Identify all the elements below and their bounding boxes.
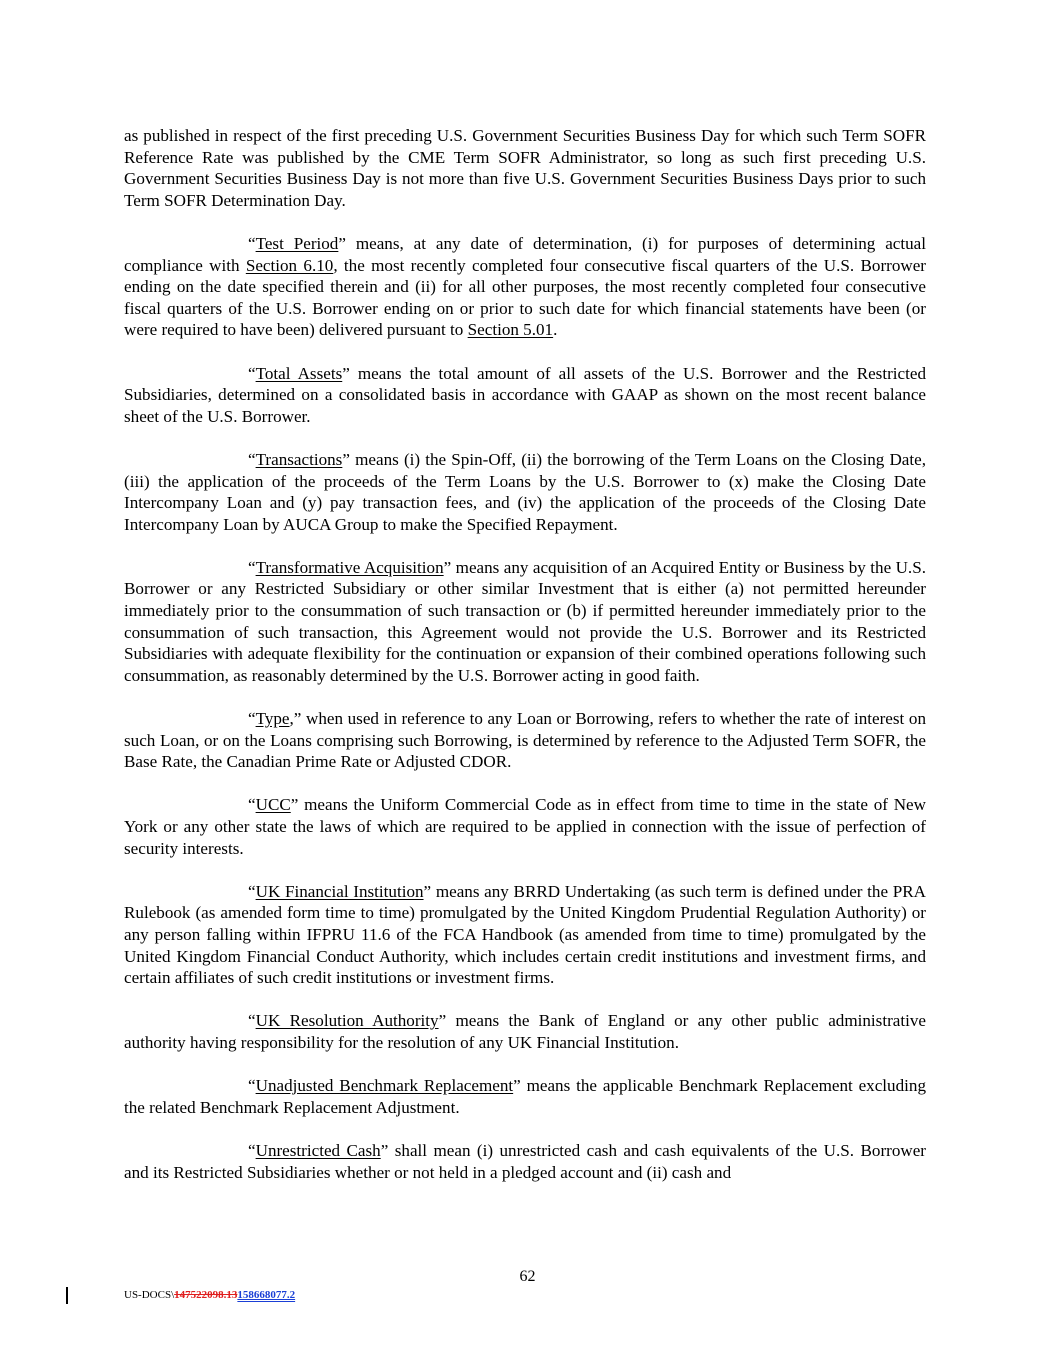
definition-test-period: “Test Period” means, at any date of determination, (i) for purposes of determining actual compliance with Section 6.10, the most recently completed four consecutive fiscal quarters of the U.S. Borrower ending on the date specified therein and (ii) for all other purposes, the most recently completed four consecutive fiscal quarters of the U.S. Borrower ending on or prior to such date for which financial statements have been (or were required to have been) delivered pursuant to Section 5.01. — [124, 233, 926, 340]
defined-term: Test Period — [255, 233, 339, 253]
defined-term: Type — [255, 709, 290, 729]
doc-id-prefix: US-DOCS\ — [124, 1289, 175, 1301]
defined-term: Unrestricted Cash — [255, 1140, 381, 1160]
defined-term: UK Resolution Authority — [255, 1011, 439, 1031]
defined-term: Total Assets — [255, 363, 343, 383]
definition-total-assets: “Total Assets” means the total amount of all assets of the U.S. Borrower and the Restricted Subsidiaries, determined on a consolidated basis in accordance with GAAP as shown on the most recent balance sheet of the U.S. Borrower. — [124, 363, 926, 426]
definition-type: “Type,” when used in reference to any Loan or Borrowing, refers to whether the rate of interest on such Loan, or on the Loans comprising such Borrowing, is determined by reference to the Adjusted Term SOFR, the Base Rate, the Canadian Prime Rate or Adjusted CDOR. — [124, 709, 926, 772]
defined-term: UCC — [255, 795, 291, 815]
page-body — [124, 125, 926, 1205]
definition-transformative-acquisition: “Transformative Acquisition” means any acquisition of an Acquired Entity or Business by the U.S. Borrower or any Restricted Subsidiary or other similar Investment that is either (a) not permitted hereunder immediately prior to the consummation of such transaction or (b) if permitted hereunder immediately prior to the consummation of such transaction, this Agreement would not provide the U.S. Borrower and its Restricted Subsidiaries with adequate flexibility for the continuation or expansion of their combined operations following such consummation, as reasonably determined by the U.S. Borrower acting in good faith. — [124, 557, 926, 685]
section-reference: Section 5.01 — [467, 320, 554, 340]
definition-unrestricted-cash: “Unrestricted Cash” shall mean (i) unrestricted cash and cash equivalents of the U.S. Borrower and its Restricted Subsidiaries whether or not held in a pledged account and (ii) cash and — [124, 1140, 926, 1182]
section-reference: Section 6.10 — [245, 255, 334, 275]
definition-uk-resolution-authority: “UK Resolution Authority” means the Bank of England or any other public administrative authority having responsibility for the resolution of any UK Financial Institution. — [124, 1011, 926, 1052]
defined-term: Transformative Acquisition — [255, 557, 444, 577]
document-id — [124, 1289, 295, 1301]
definition-transactions: “Transactions” means (i) the Spin-Off, (ii) the borrowing of the Term Loans on the Closing Date, (iii) the application of the proceeds of the Term Loans by the U.S. Borrower to (x) make the Closing Date Intercompany Loan and (y) pay transaction fees, and (iv) the application of the proceeds of the Closing Date Intercompany Loan by AUCA Group to make the Specified Repayment. — [124, 449, 926, 534]
definition-unadjusted-benchmark-replacement: “Unadjusted Benchmark Replacement” means the applicable Benchmark Replacement excluding the related Benchmark Replacement Adjustment. — [124, 1076, 926, 1117]
change-bar — [66, 1287, 68, 1304]
doc-id-deleted: 147522098.13 — [174, 1289, 238, 1301]
defined-term: Unadjusted Benchmark Replacement — [255, 1076, 514, 1096]
defined-term: Transactions — [255, 449, 343, 469]
defined-term: UK Financial Institution — [255, 881, 424, 901]
page-number: 62 — [519, 1268, 536, 1285]
definition-uk-financial-institution: “UK Financial Institution” means any BRRD Undertaking (as such term is defined under the PRA Rulebook (as amended form time to time) promulgated by the United Kingdom Prudential Regulation Authority) or any person falling within IFPRU 11.6 of the FCA Handbook (as amended from time to time) promulgated by the United Kingdom Financial Conduct Authority, which includes certain credit institutions and investment firms, and certain affiliates of such credit institutions or investment firms. — [124, 881, 927, 988]
doc-id-inserted: 158668077.2 — [237, 1289, 296, 1301]
definition-ucc: “UCC” means the Uniform Commercial Code as in effect from time to time in the state of New York or any other state the laws of which are required to be applied in connection with the issue of perfection of security interests. — [124, 795, 926, 858]
paragraph-continuation: as published in respect of the first preceding U.S. Government Securities Business Day for which such Term SOFR Reference Rate was published by the CME Term SOFR Administrator, so long as such first preceding U.S. Government Securities Business Day is not more than five U.S. Government Securities Business Days prior to such Term SOFR Determination Day. — [124, 126, 926, 210]
